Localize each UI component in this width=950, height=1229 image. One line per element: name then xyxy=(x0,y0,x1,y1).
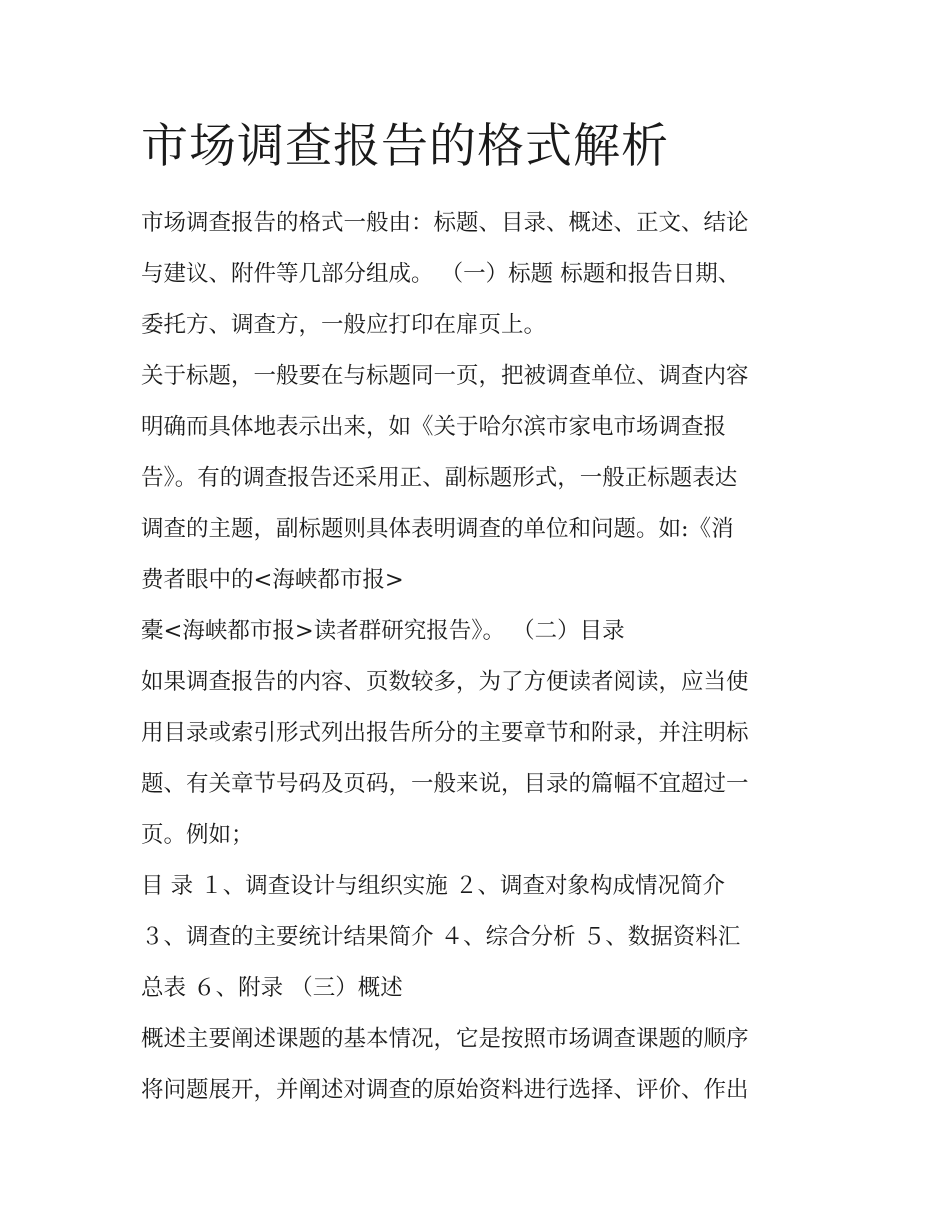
text-line: 委托方、调查方，一般应打印在扉页上。 xyxy=(141,312,547,338)
text-line: 将问题展开，并阐述对调查的原始资料进行选择、评价、作出 xyxy=(141,1077,749,1103)
document-body xyxy=(141,198,821,1116)
text-line: 关于标题，一般要在与标题同一页，把被调查单位、调查内容 xyxy=(141,363,749,389)
text-line: 调查的主题，副标题则具体表明调查的单位和问题。如:《消 xyxy=(141,516,734,542)
text-line: 告》。有的调查报告还采用正、副标题形式，一般正标题表达 xyxy=(141,465,738,491)
text-line: 费者眼中的<海峡都市报> xyxy=(141,567,404,593)
text-line: 总表 ６、附录 （三）概述 xyxy=(141,975,403,1001)
page-title: 市场调查报告的格式解析 xyxy=(141,119,669,174)
text-line: 如果调查报告的内容、页数较多，为了方便读者阅读，应当使 xyxy=(141,669,749,695)
text-line: 与建议、附件等几部分组成。 （一）标题 标题和报告日期、 xyxy=(141,261,741,287)
text-line: ３、调查的主要统计结果简介 ４、综合分析 ５、数据资料汇 xyxy=(141,924,741,950)
text-line: 概述主要阐述课题的基本情况，它是按照市场调查课题的顺序 xyxy=(141,1026,749,1052)
text-line: 橐<海峡都市报>读者群研究报告》。 （二）目录 xyxy=(141,618,625,644)
text-line: 页。例如； xyxy=(141,822,254,848)
text-line: 目 录 １、调查设计与组织实施 ２、调查对象构成情况简介 xyxy=(141,873,725,899)
text-line: 明确而具体地表示出来，如《关于哈尔滨市家电市场调查报 xyxy=(141,414,727,440)
text-line: 市场调查报告的格式一般由：标题、目录、概述、正文、结论 xyxy=(141,210,749,236)
text-line: 题、有关章节号码及页码，一般来说，目录的篇幅不宜超过一 xyxy=(141,771,749,797)
text-line: 用目录或索引形式列出报告所分的主要章节和附录，并注明标 xyxy=(141,720,749,746)
